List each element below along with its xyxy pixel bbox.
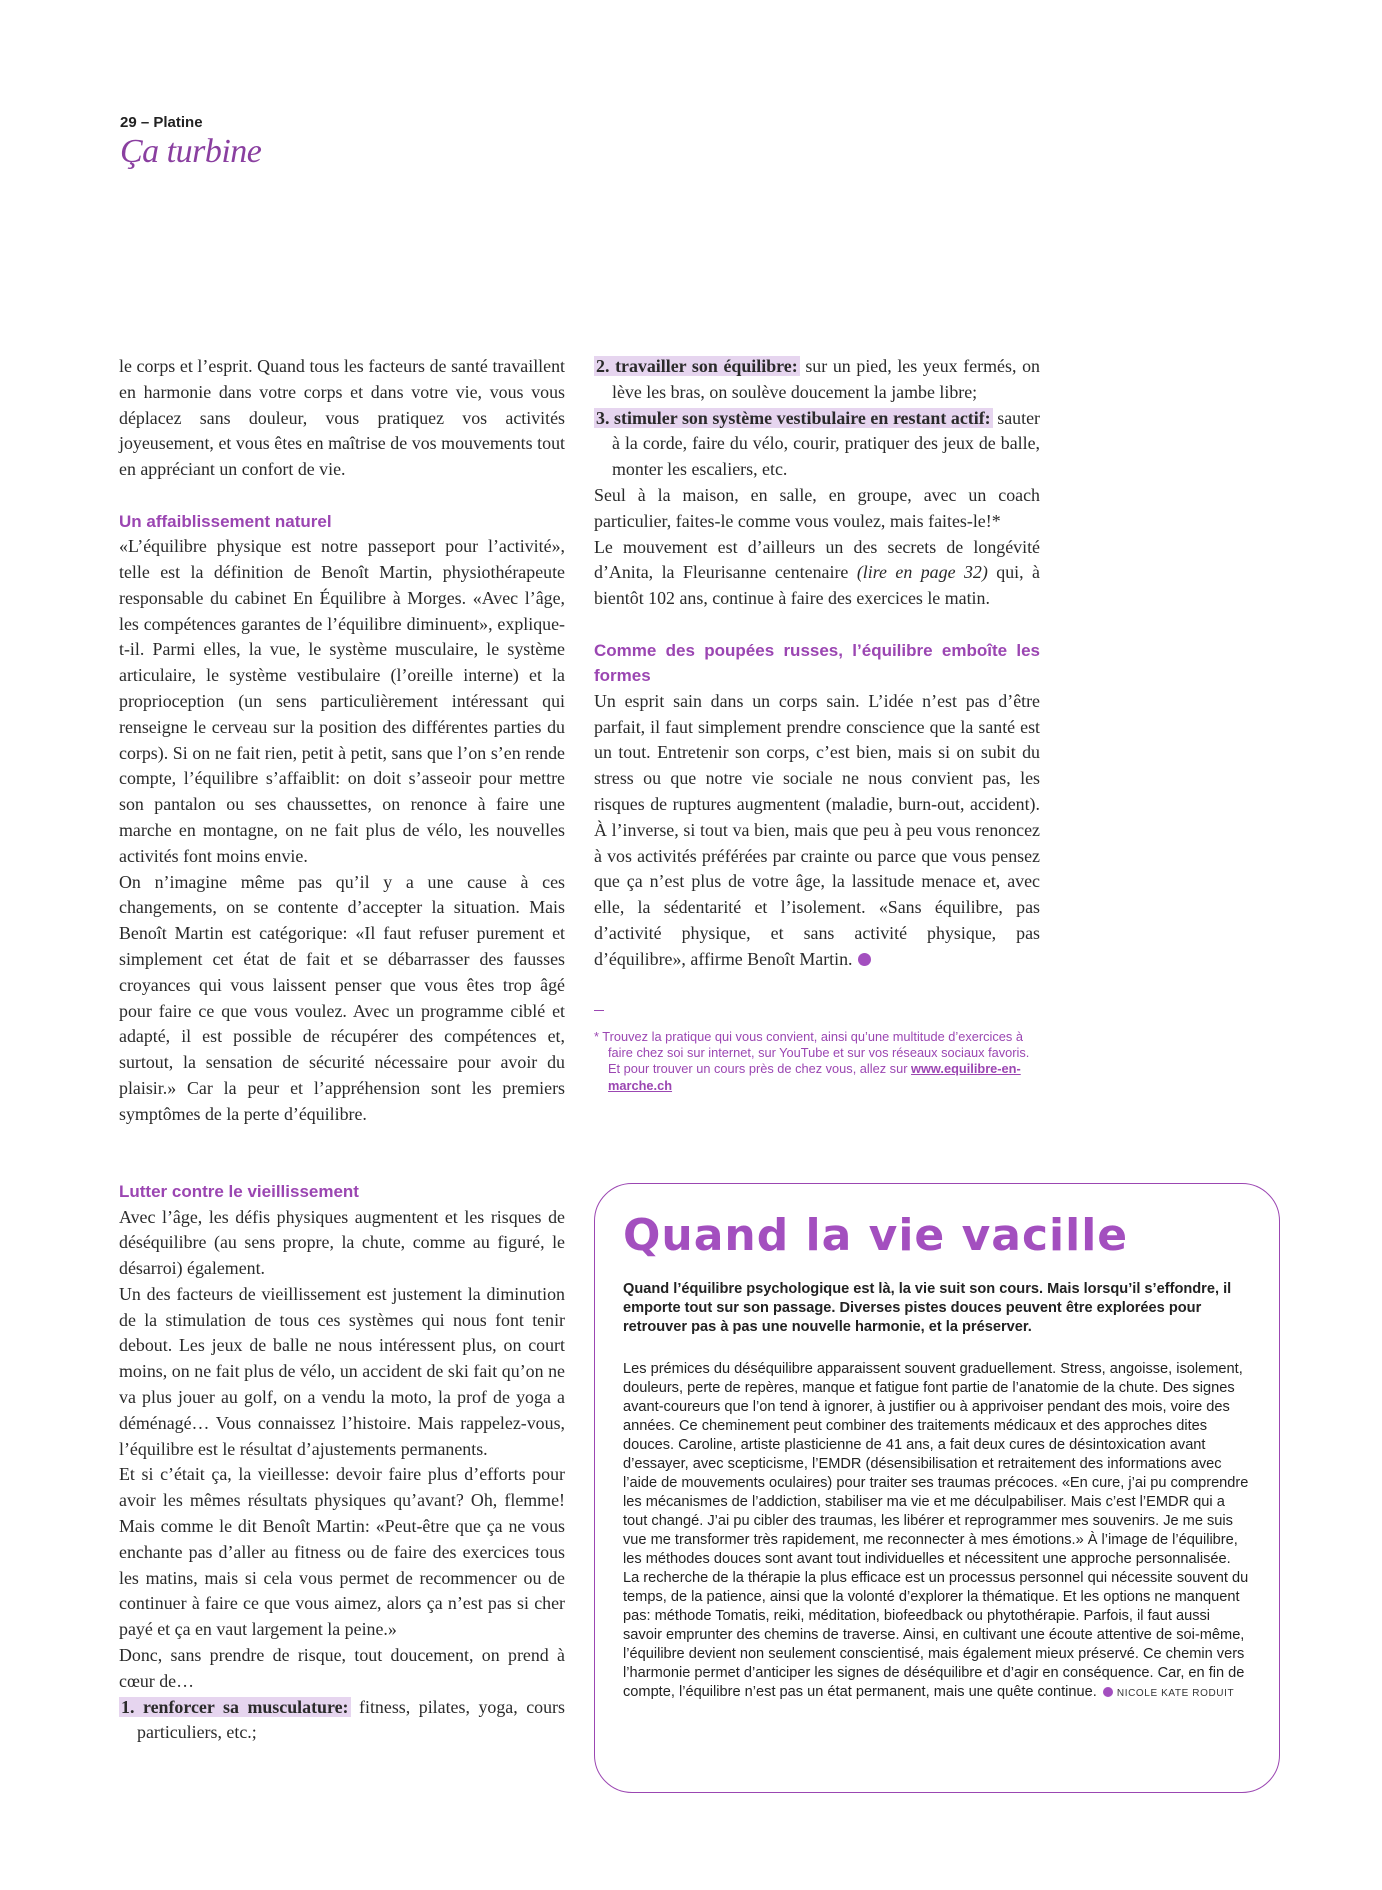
footnote-text: [594, 1029, 1034, 1094]
paragraph-text: Un esprit sain dans un corps sain. L’idée n’est pas d’être parfait, il faut simplement prendre conscience que la santé est un tout. Entretenir son corps, c’est bien, mais si on subit du stress ou que notre vie sociale ne nous convient pas, les risques de ruptures augmentent (maladie, burn-out, accident). À l’inverse, si tout va bien, mais que peu à peu vous renoncez à vos activités préférées par crainte ou parce que vous pensez que ça n’est plus de votre âge, la lassitude menace et, avec elle, la sédentarité et l’isolement. «Sans équilibre, pas d’activité physique, et sans activité physique, pas d’équilibre», affirme Benoît Martin.: [594, 690, 1040, 969]
list-item: [594, 406, 1040, 483]
list-item-label: 3. stimuler son système vestibulaire en restant actif:: [596, 407, 991, 428]
magazine-name: – Platine: [140, 114, 203, 131]
author-signature: NICOLE KATE RODUIT: [1116, 1688, 1235, 1699]
section-title: Ça turbine: [120, 133, 262, 170]
paragraph: Seul à la maison, en salle, en groupe, avec un coach particulier, faites-le comme vous voulez, mais faites-le!*: [594, 484, 1040, 531]
paragraph: Avec l’âge, les défis physiques augmentent et les risques de déséquilibre (au sens propre, la chute, comme au figuré, le désarroi) également.: [119, 1206, 565, 1279]
subhead-poupees-russes: Comme des poupées russes, l’équilibre emboîte les formes: [594, 640, 1040, 686]
paragraph-text: Le mouvement est d’ailleurs un des secrets de longévité d’Anita, la Fleurisanne centenaire: [594, 536, 1040, 583]
list-item-text: fitness, pilates, yoga, cours particuliers, etc.;: [137, 1696, 565, 1743]
sidebar-box: [594, 1183, 1280, 1793]
paragraph: Et si c’était ça, la vieillesse: devoir faire plus d’efforts pour avoir les mêmes résultats physiques qu’avant? Oh, flemme! Mais comme le dit Benoît Martin: «Peut-être que ça ne vous enchante pas d’aller au fitness ou de faire des exercices tous les matins, mais si cela vous permet de recommencer ou de continuer à faire ce que vous aimez, alors ça n’est pas si cher payé et ça en vaut largement la peine.»: [119, 1464, 565, 1640]
list-item: [594, 354, 1040, 406]
paragraph: [594, 535, 1040, 612]
column-left-bottom: [119, 1179, 565, 1746]
footnote-body: * Trouvez la pratique qui vous convient, ainsi qu’une multitude d’exercices à faire chez soi sur internet, sur YouTube et sur vos réseaux sociaux favoris. Et pour trouver un cours près de chez vous, allez sur: [594, 1029, 1030, 1077]
list-item-label: 2. travailler son équilibre:: [596, 356, 798, 376]
box-title: Quand la vie vacille: [623, 1210, 1129, 1261]
intro-paragraph: le corps et l’esprit. Quand tous les facteurs de santé travaillent en harmonie dans votre corps et dans votre vie, vous vous déplacez sans douleur, vous pratiquez vos activités joyeusement, et vous êtes en maîtrise de vos mouvements tout en appréciant un confort de vie.: [119, 356, 565, 480]
list-item-text: sur un pied, les yeux fermés, on lève les bras, on soulève doucement la jambe libre;: [612, 356, 1040, 402]
paragraph: Donc, sans prendre de risque, tout doucement, on prend à cœur de…: [119, 1645, 565, 1691]
end-mark-dot: [858, 953, 871, 966]
paragraph: On n’imagine même pas qu’il y a une cause à ces changements, on se contente d’accepter la situation. Mais Benoît Martin est catégorique: «Il faut refuser purement et simplement cet état de fait et se débarrasser des fausses croyances qui vous laissent penser que vous êtes trop âgé pour faire ce que vous voulez. Avec un programme ciblé et adapté, il est possible de récupérer des compétences et, surtout, la sensation de sécurité nécessaire pour avoir du plaisir.» Car la peur et l’appréhension sont les premiers symptômes de la perte d’équilibre.: [119, 871, 565, 1124]
footnote-rule: [594, 1010, 604, 1011]
footnote: [594, 1010, 1034, 1094]
list-item-label: 1. renforcer sa musculature:: [121, 1696, 349, 1717]
list-item-text: sauter à la corde, faire du vélo, courir, pratiquer des jeux de balle, monter les escaliers, etc.: [612, 407, 1040, 480]
box-body-text: Les prémices du déséquilibre apparaissent souvent graduellement. Stress, angoisse, isolement, douleurs, perte de repères, manque et fatigue font partie de l’anatomie de la chute. Des signes avant-coureurs que l’on tend à ignorer, à justifier ou à apprivoiser pendant des mois, voire des années. Ce cheminement peut combiner des traitements médicaux et des approches dites douces. Caroline, artiste plasticienne de 41 ans, a fait deux cures de désintoxication avant d’essayer, avec scepticisme, l’EMDR (désensibilisation et retraitement des informations avec l’aide de mouvements oculaires) pour traiter ses traumas précoces. «En cure, j’ai pu comprendre les mécanismes de l’addiction, stabiliser ma vie et me déculpabiliser. Mais c’est l’EMDR qui a tout changé. J’ai pu cibler des traumas, les libérer et reprogrammer mes souvenirs. Je me suis vue me transformer très rapidement, me reconnecter à mes émotions.» À l’image de l’équilibre, les méthodes douces sont avant tout individuelles et nécessitent une approche personnalisée. La recherche de la thérapie la plus efficace est un processus personnel qui nécessite souvent du temps, de la patience, ainsi que la volonté d’explorer la thématique. Et les options ne manquent pas: méthode Tomatis, reiki, méditation, biofeedback ou phytothérapie. Parfois, il faut aussi savoir emprunter des chemins de traverse. Ainsi, en cultivant une écoute attentive de soi-même, l’équilibre devient non seulement conscientisé, mais également mieux préservé. Ce chemin vers l’harmonie permet d’anticiper les signes de déséquilibre et d’agir en conséquence. Car, en fin de compte, l’équilibre n’est pas un état permanent, mais une quête continue.: [623, 1361, 1249, 1700]
paragraph: «L’équilibre physique est notre passeport pour l’activité», telle est la définition de Benoît Martin, physiothérapeute responsable du cabinet En Équilibre à Morges. «Avec l’âge, les compétences garantes de l’équilibre diminuent», explique-t-il. Parmi elles, la vue, le système musculaire, le système articulaire, le système vestibulaire (l’oreille interne) et la proprioception (un sens particulièrement intéressant qui renseigne le cerveau sur la position des différentes parties du corps). Si on ne fait rien, petit à petit, sans que l’on s’en rende compte, l’équilibre s’affaiblit: on doit s’asseoir pour mettre son pantalon ou ses chaussettes, on renonce à faire une marche en montagne, on ne fait plus de vélo, les nouvelles activités font moins envie.: [119, 536, 565, 866]
page-header: [120, 114, 261, 171]
paragraph: [594, 689, 1040, 973]
box-body: [623, 1360, 1249, 1703]
page-reference: (lire en page 32): [856, 562, 988, 583]
page-number: 29: [120, 114, 137, 131]
end-mark-dot: [1103, 1687, 1113, 1697]
column-left-top: [119, 354, 565, 1128]
subhead-vieillissement: Lutter contre le vieillissement: [119, 1182, 359, 1201]
paragraph-text: qui, à bientôt 102 ans, continue à faire des exercices le matin.: [594, 562, 1040, 609]
column-right: [594, 354, 1040, 973]
paragraph: Un des facteurs de vieillissement est justement la diminution de la stimulation de tous ces systèmes qui nous font tenir debout. Les jeux de balle ne nous intéressent plus, on court moins, on ne fait plus de vélo, un accident de ski fait qu’on ne va plus jouer au golf, on a vendu la moto, la prof de yoga a déménagé… Vous connaissez l’histoire. Mais rappelez-vous, l’équilibre est le résultat d’ajustements permanents.: [119, 1283, 565, 1459]
list-item: [119, 1695, 565, 1747]
box-lead: Quand l’équilibre psychologique est là, la vie suit son cours. Mais lorsqu’il s’effondre, il emporte tout sur son passage. Diverses pistes douces peuvent être explorées pour retrouver pas à pas une nouvelle harmonie, et la préserver.: [623, 1281, 1232, 1335]
subhead-affaiblissement: Un affaiblissement naturel: [119, 511, 332, 531]
footnote-link[interactable]: www.equilibre-en-marche.ch: [608, 1061, 1021, 1093]
page-number-line: [120, 114, 261, 131]
